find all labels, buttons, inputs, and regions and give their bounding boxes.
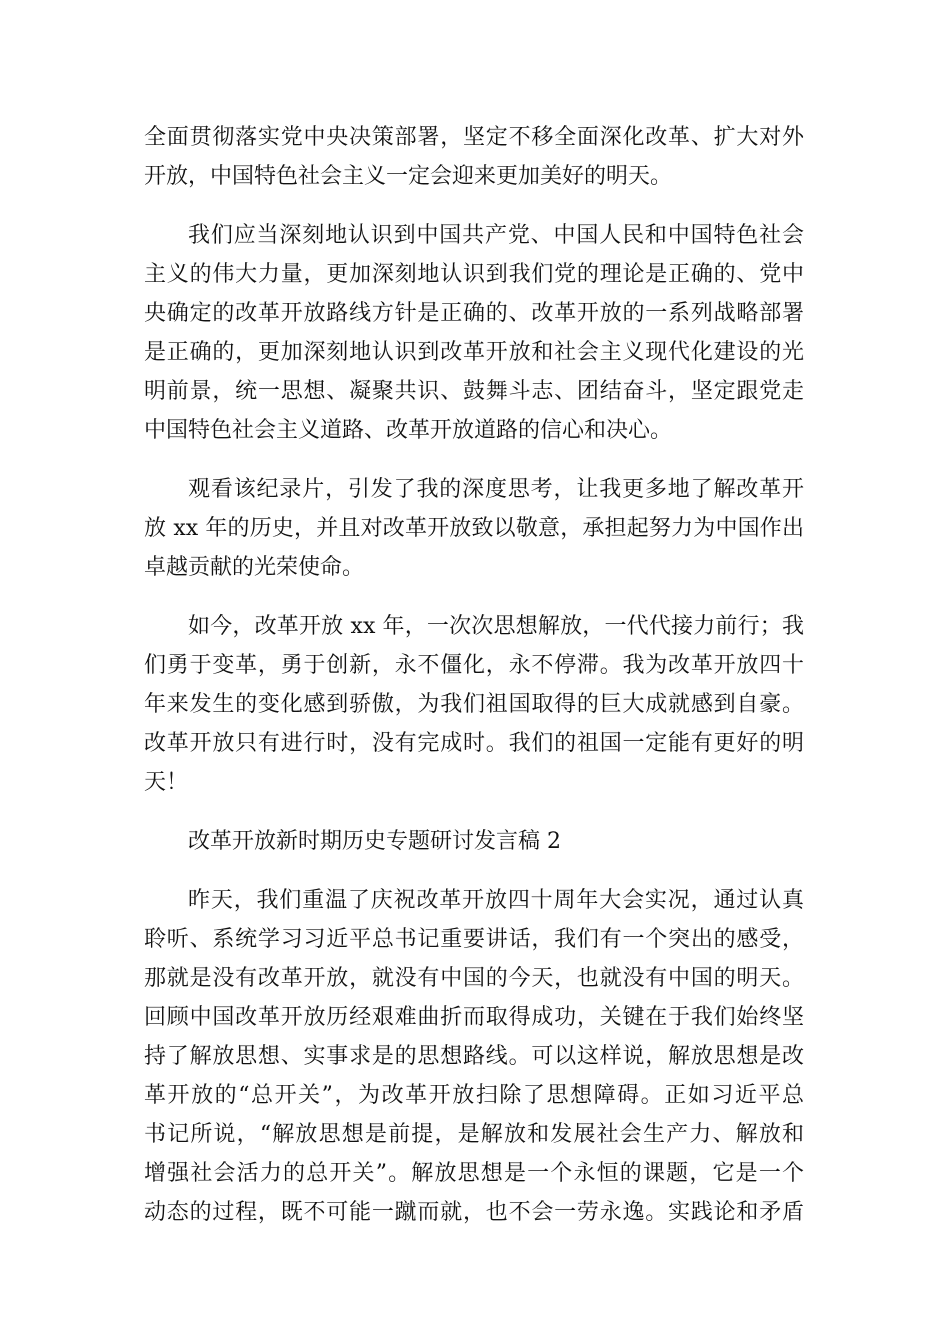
paragraph-2-line-6: 中国特色社会主义道路、改革开放道路的信心和决心。 [144, 418, 673, 443]
paragraph-2-line-1: 我们应当深刻地认识到中国共产党、中国人民和中国特色社会 [188, 223, 804, 248]
paragraph-4-line-3: 年来发生的变化感到骄傲，为我们祖国取得的巨大成就感到自豪。 [144, 692, 804, 717]
paragraph-2-line-2: 主义的伟大力量，更加深刻地认识到我们党的理论是正确的、党中 [144, 262, 804, 287]
paragraph-5-line-9: 动态的过程，既不可能一蹴而就，也不会一劳永逸。实践论和矛盾 [144, 1200, 804, 1225]
paragraph-5-line-8: 增强社会活力的总开关”。解放思想是一个永恒的课题，它是一个 [144, 1161, 804, 1186]
paragraph-3-line-2: 放 xx 年的历史，并且对改革开放致以敬意，承担起努力为中国作出 [144, 516, 804, 541]
paragraph-2-line-4: 是正确的，更加深刻地认识到改革开放和社会主义现代化建设的光 [144, 340, 804, 365]
paragraph-5-line-7: 书记所说，“解放思想是前提，是解放和发展社会生产力、解放和 [144, 1122, 804, 1147]
paragraph-3-line-1: 观看该纪录片，引发了我的深度思考，让我更多地了解改革开 [188, 477, 804, 502]
paragraph-5-line-3: 那就是没有改革开放，就没有中国的今天，也就没有中国的明天。 [144, 966, 804, 991]
paragraph-2-line-3: 央确定的改革开放路线方针是正确的、改革开放的一系列战略部署 [144, 301, 804, 326]
paragraph-5-line-1: 昨天，我们重温了庆祝改革开放四十周年大会实况，通过认真 [188, 888, 804, 913]
paragraph-1-line-2: 开放，中国特色社会主义一定会迎来更加美好的明天。 [144, 164, 673, 189]
paragraph-4-line-2: 们勇于变革，勇于创新，永不僵化，永不停滞。我为改革开放四十 [144, 653, 804, 678]
paragraph-5-line-5: 持了解放思想、实事求是的思想路线。可以这样说，解放思想是改 [144, 1044, 804, 1069]
paragraph-4-line-5: 天！ [144, 770, 189, 795]
paragraph-4-line-4: 改革开放只有进行时，没有完成时。我们的祖国一定能有更好的明 [144, 731, 804, 756]
section-heading: 改革开放新时期历史专题研讨发言稿 2 [188, 829, 561, 854]
paragraph-5-line-4: 回顾中国改革开放历经艰难曲折而取得成功，关键在于我们始终坚 [144, 1005, 804, 1030]
paragraph-1-line-1: 全面贯彻落实党中央决策部署，坚定不移全面深化改革、扩大对外 [144, 125, 804, 150]
paragraph-5-line-6: 革开放的“总开关”，为改革开放扫除了思想障碍。正如习近平总 [144, 1083, 804, 1108]
paragraph-5-line-2: 聆听、系统学习习近平总书记重要讲话，我们有一个突出的感受， [144, 927, 804, 952]
paragraph-4-line-1: 如今，改革开放 xx 年，一次次思想解放，一代代接力前行；我 [188, 614, 804, 639]
paragraph-2-line-5: 明前景，统一思想、凝聚共识、鼓舞斗志、团结奋斗，坚定跟党走 [144, 379, 804, 404]
paragraph-3-line-3: 卓越贡献的光荣使命。 [144, 555, 365, 580]
